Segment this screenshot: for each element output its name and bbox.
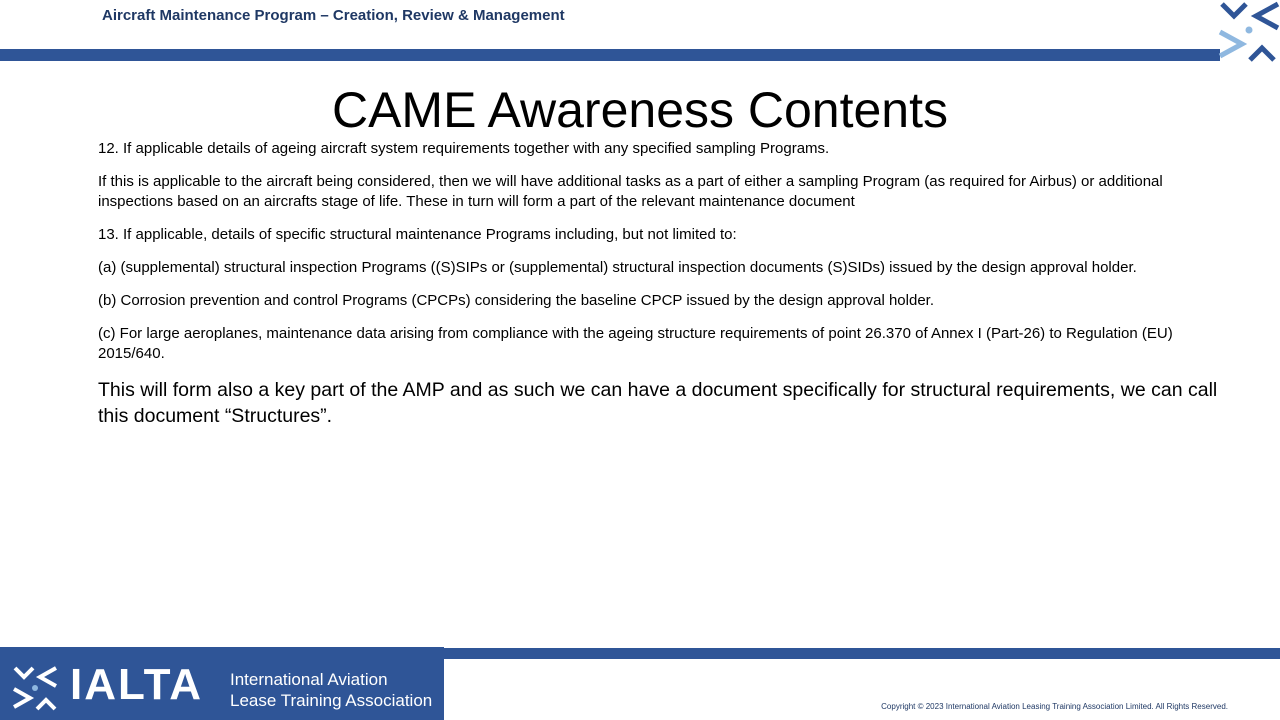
summary-paragraph: This will form also a key part of the AMP and as such we can have a document specifically for structural requirements, we can call this document “Structures”.: [98, 379, 1218, 427]
body-paragraph: 12. If applicable details of ageing aircraft system requirements together with any specified sampling Programs.: [98, 140, 830, 157]
body-paragraph: (b) Corrosion prevention and control Programs (CPCPs) considering the baseline CPCP issued by the design approval holder.: [98, 292, 934, 309]
slide-body: [98, 139, 1226, 442]
footer-brand: IALTA: [70, 660, 203, 709]
ialta-chevron-icon: [12, 665, 58, 711]
header-title: Aircraft Maintenance Program – Creation, Review & Management: [102, 7, 565, 24]
copyright-notice: Copyright © 2023 International Aviation Leasing Training Association Limited. All Rights Reserved.: [881, 702, 1228, 711]
body-paragraph: (a) (supplemental) structural inspection Programs ((S)SIPs or (supplemental) structural inspection documents (S)SIDs) issued by the design approval holder.: [98, 259, 1137, 276]
ialta-chevron-logo-icon: [1216, 0, 1280, 62]
header-bar: [0, 49, 1220, 61]
footer-org-name: [230, 669, 432, 711]
body-paragraph: (c) For large aeroplanes, maintenance data arising from compliance with the ageing structure requirements of point 26.370 of Annex I (Part-26) to Regulation (EU) 2015/640.: [98, 325, 1173, 362]
footer-org-line2: Lease Training Association: [230, 691, 433, 710]
body-paragraph: If this is applicable to the aircraft being considered, then we will have additional tasks as a part of either a sampling Program (as required for Airbus) or additional inspections based on an aircrafts stage of life. These in turn will form a part of the relevant maintenance document: [98, 173, 1163, 210]
footer-org-line1: International Aviation: [230, 670, 388, 689]
body-paragraph: 13. If applicable, details of specific structural maintenance Programs including, but not limited to:: [98, 226, 737, 243]
footer-bar: [444, 648, 1280, 659]
slide-title: CAME Awareness Contents: [331, 82, 949, 138]
footer-logo: [0, 647, 444, 720]
